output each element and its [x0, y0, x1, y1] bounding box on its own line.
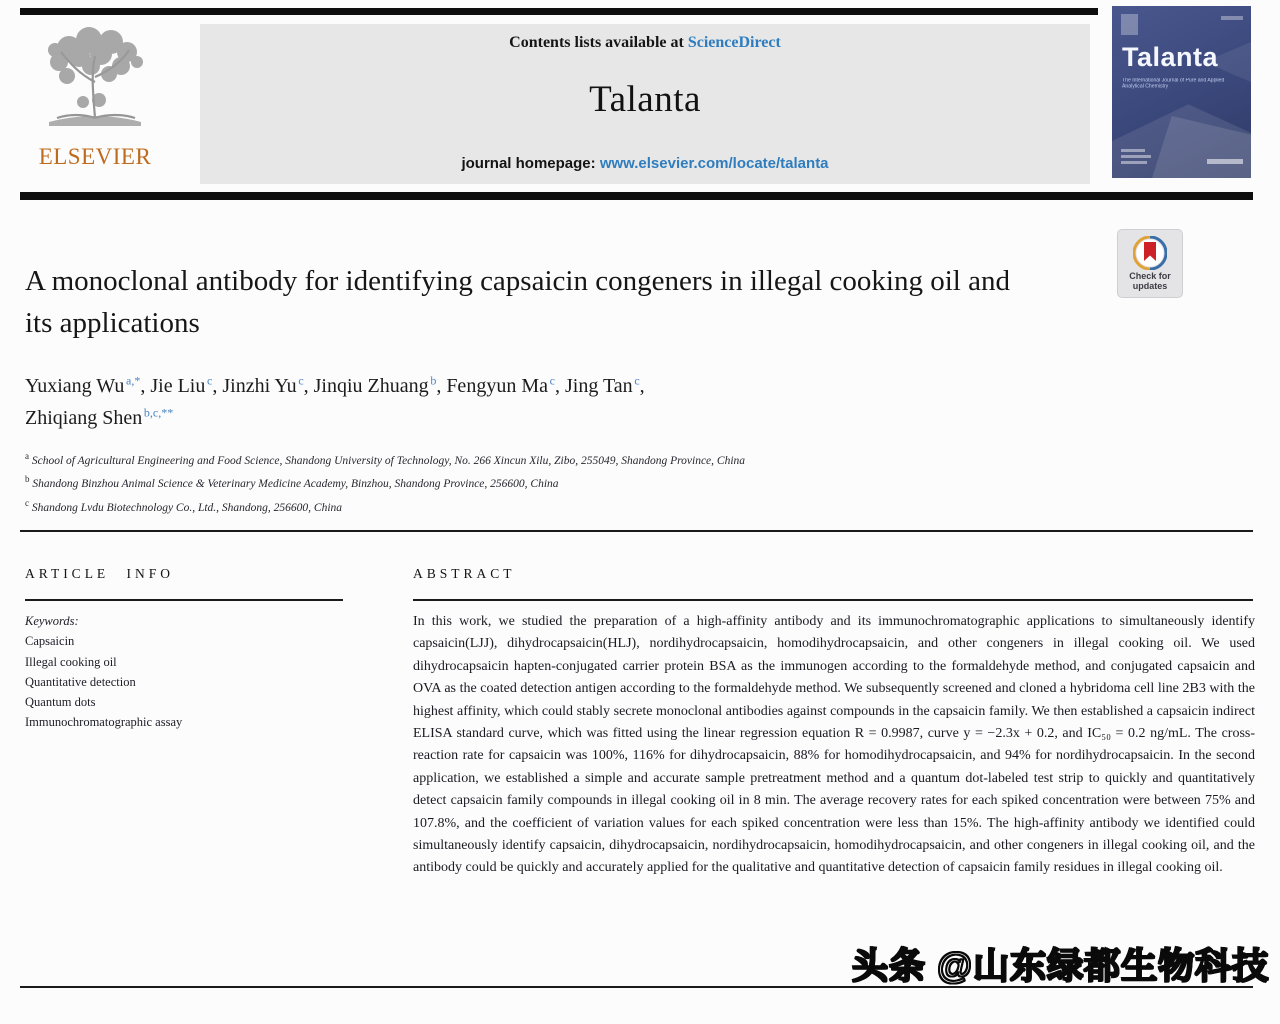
article-title: A monoclonal antibody for identifying capsaicin congeners in illegal cooking oil and its applications: [25, 265, 1010, 340]
author-name: Jinqiu Zhuang: [313, 375, 429, 397]
cover-elsevier-mini-logo: [1121, 14, 1138, 35]
crossmark-label-line2: updates: [1132, 281, 1168, 292]
author-name: Jie Liu: [150, 375, 206, 397]
author-name: Jinzhi Yu: [222, 375, 297, 397]
keywords-block: [25, 611, 355, 733]
affiliation-sup: a: [25, 451, 29, 461]
article-info-rule: [25, 599, 343, 601]
check-for-updates-badge[interactable]: [1117, 229, 1183, 298]
cover-title: Talanta: [1122, 42, 1219, 72]
journal-title: Talanta: [589, 79, 701, 120]
affiliation-sup: c: [25, 497, 29, 508]
homepage-link[interactable]: www.elsevier.com/locate/talanta: [599, 155, 829, 172]
affiliations: [25, 448, 1085, 518]
author-affil-sup: c: [634, 373, 640, 388]
affiliation-text: Shandong Binzhou Animal Science & Veterinary Medicine Academy, Binzhou, Shandong Province, 256600, China: [29, 478, 559, 491]
keyword-item: Capsaicin: [25, 634, 75, 649]
elsevier-wordmark: ELSEVIER: [38, 144, 152, 169]
keyword-item: Immunochromatographic assay: [25, 715, 183, 730]
section-divider: [20, 530, 1253, 532]
crossmark-icon: [1133, 236, 1167, 270]
author-affil-sup: c: [549, 373, 555, 388]
cover-editors-text: [1121, 149, 1145, 152]
author-affil-sup: c: [298, 373, 304, 388]
cover-editors-text: [1121, 155, 1151, 158]
top-divider-bar: [20, 8, 1098, 15]
cover-subtitle: The International Journal of Pure and Applied Analytical Chemistry: [1122, 78, 1225, 90]
journal-header-box: [200, 24, 1090, 184]
cover-volume-text: [1221, 16, 1243, 20]
keywords-label: Keywords:: [25, 614, 79, 628]
author-separator: ,: [554, 375, 565, 397]
author-separator: ,: [212, 375, 223, 397]
author-name: Zhiqiang Shen: [25, 407, 143, 430]
homepage-line: [200, 155, 1090, 172]
affiliation-text: School of Agricultural Engineering and Food Science, Shandong University of Technology, No. 266 Xincun Xilu, Zibo, 255049, Shandong Province, China: [29, 454, 746, 467]
sciencedirect-link[interactable]: ScienceDirect: [687, 34, 781, 51]
author-affil-sup: a,*: [126, 373, 141, 388]
author-name: Fengyun Ma: [446, 375, 548, 397]
keyword-item: Illegal cooking oil: [25, 654, 117, 669]
author-affil-sup: b: [430, 373, 437, 388]
journal-cover-thumbnail[interactable]: [1112, 6, 1251, 178]
contents-line: [200, 34, 1090, 52]
elsevier-logo: [25, 22, 165, 182]
author-name: Yuxiang Wu: [25, 375, 125, 397]
author-affil-sup: c: [207, 373, 213, 388]
affiliation-line: [25, 471, 1085, 494]
crossmark-label-line1: Check for: [1129, 271, 1171, 281]
abstract-rule: [413, 599, 1253, 601]
author-list: [25, 370, 1005, 435]
elsevier-tree-icon: [39, 22, 151, 142]
affiliation-sup: b: [25, 474, 30, 485]
cover-url-text: [1207, 159, 1243, 164]
author-separator: ,: [639, 375, 645, 397]
watermark-text: 头条 @山东绿都生物科技: [852, 945, 1270, 986]
abstract-text: In this work, we studied the preparation of a high-affinity antibody and its immunochromatographic applications to simultaneously identify capsaicin(LJJ), dihydrocapsaicin(HLJ), nordihydrocapsaicin, homodihydrocapsaicin, and other congeners in illegal cooking oil. We used dihydrocapsaicin hapten-conjugated carrier protein BSA as the immunogen according to the formaldehyde method, and conjugated capsaicin and OVA as the coated detection antigen according to the formaldehyde method. We subsequently screened and cloned a hybridoma cell line 2B3 with the highest affinity, which could stably secrete monoclonal antibodies against compounds in the capsaicin family. We then established a capsaicin indirect ELISA standard curve, which was fitted using the linear regression equation R = 0.9987, curve y = −2.3x + 0.2, and IC₅₀ = 0.2 ng/mL. The cross-reaction rate for capsaicin was 100%, 116% for dihydrocapsaicin, 88% for homodihydrocapsaicin, and 94% for nordihydrocapsaicin. In the second application, we established a simple and accurate sample pretreatment method and a quantum dot-labeled test strip to quickly and quantitatively detect capsaicin family compounds in illegal cooking oil in 8 min. The average recovery rates for each spiked concentration were between 75% and 107.8%, and the coefficient of variation values for each spiked concentration were less than 15%. The high-affinity antibody we identified could simultaneously identify capsaicin, dihydrocapsaicin, nordihydrocapsaicin, homodihydrocapsaicin, and other congeners in illegal cooking oil, and the antibody could be quickly and accurately applied for the qualitative and quantitative detection of capsaicin family residues in illegal cooking oil.: [413, 614, 1255, 876]
abstract-heading: ABSTRACT: [413, 566, 516, 581]
affiliation-line: [25, 495, 1085, 518]
author-separator: ,: [436, 375, 447, 397]
author-name: Jing Tan: [564, 375, 633, 397]
affiliation-text: Shandong Lvdu Biotechnology Co., Ltd., Shandong, 256600, China: [29, 501, 343, 514]
author-affil-sup: b,c,**: [143, 405, 174, 420]
author-separator: ,: [303, 375, 314, 397]
affiliation-line: [25, 448, 1085, 471]
contents-prefix: Contents lists available at: [509, 34, 688, 51]
keyword-item: Quantum dots: [25, 695, 96, 709]
keyword-item: Quantitative detection: [25, 674, 136, 689]
article-info-heading: ARTICLE INFO: [25, 566, 175, 581]
author-separator: ,: [140, 375, 151, 397]
header-divider-bar: [20, 192, 1253, 200]
cover-editors-text: [1121, 161, 1147, 164]
homepage-prefix: journal homepage:: [461, 155, 600, 172]
